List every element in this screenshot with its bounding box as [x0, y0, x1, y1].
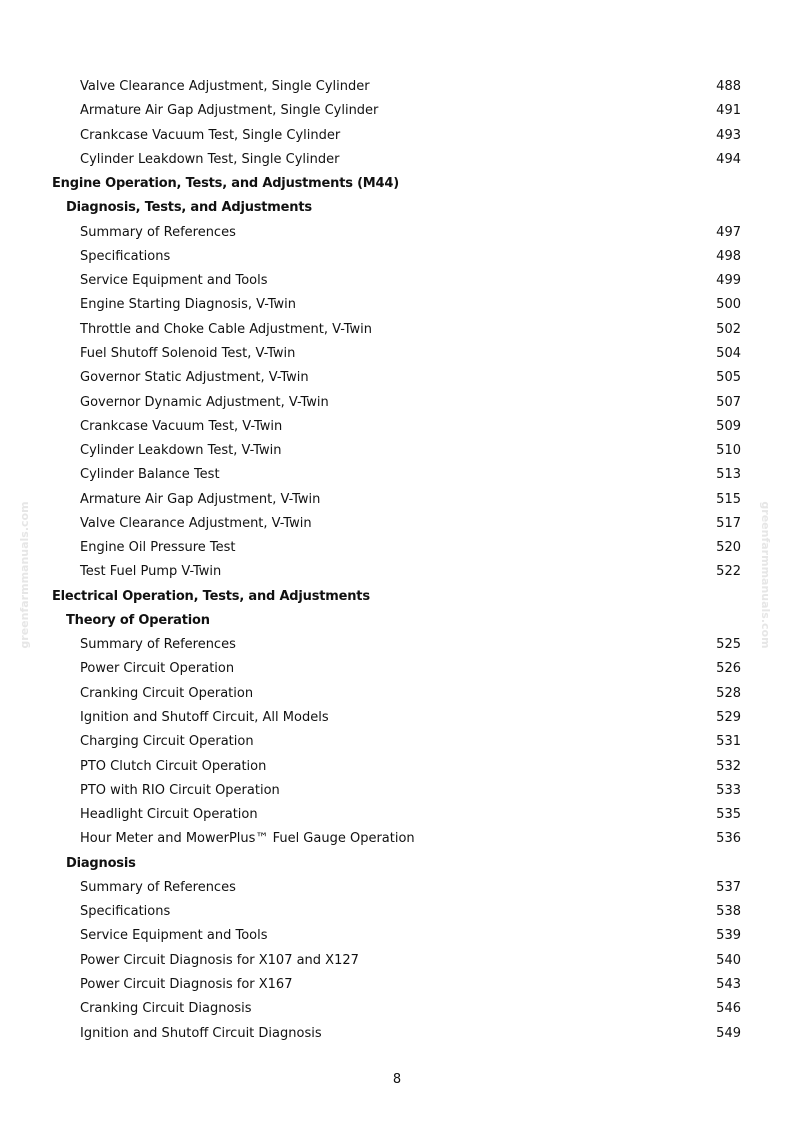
toc-entry-title: Governor Dynamic Adjustment, V-Twin — [80, 394, 329, 410]
watermark-right: greenfarmmanuals.com — [759, 501, 772, 649]
toc-entry-title: Cranking Circuit Diagnosis — [80, 1001, 252, 1017]
toc-entry-title: Theory of Operation — [66, 612, 210, 628]
toc-entry-title: Diagnosis, Tests, and Adjustments — [66, 200, 312, 216]
toc-subsection-heading — [66, 196, 741, 220]
toc-entry-title: Summary of References — [80, 224, 236, 240]
toc-entry — [80, 245, 741, 269]
toc-entry-page-number: 538 — [716, 904, 741, 920]
toc-entry-page-number: 522 — [716, 564, 741, 580]
toc-entry-title: Fuel Shutoff Solenoid Test, V-Twin — [80, 345, 296, 361]
toc-entry — [80, 269, 741, 293]
toc-entry-page-number: 515 — [716, 491, 741, 507]
toc-entry — [80, 99, 741, 123]
toc-entry-page-number: 517 — [716, 515, 741, 531]
toc-entry-title: Cylinder Leakdown Test, Single Cylinder — [80, 151, 340, 167]
toc-section-heading — [52, 585, 741, 609]
toc-entry-title: Summary of References — [80, 879, 236, 895]
toc-entry-page-number: 540 — [716, 952, 741, 968]
toc-entry — [80, 148, 741, 172]
toc-entry — [80, 779, 741, 803]
toc-entry-title: Headlight Circuit Operation — [80, 807, 258, 823]
toc-entry — [80, 124, 741, 148]
toc-entry-title: Hour Meter and MowerPlus™ Fuel Gauge Operation — [80, 831, 415, 847]
toc-entry-page-number: 494 — [716, 151, 741, 167]
toc-entry-title: Valve Clearance Adjustment, Single Cylinder — [80, 79, 370, 94]
toc-entry — [80, 560, 741, 584]
toc-entry-page-number: 529 — [716, 710, 741, 726]
toc-entry-page-number: 499 — [716, 273, 741, 289]
toc-entry — [80, 876, 741, 900]
toc-entry-page-number: 502 — [716, 321, 741, 337]
toc-entry — [80, 1022, 741, 1046]
toc-subsection-heading — [66, 852, 741, 876]
toc-entry — [80, 318, 741, 342]
toc-entry — [80, 488, 741, 512]
toc-entry-title: Cranking Circuit Operation — [80, 685, 254, 701]
toc-entry-title: Cylinder Balance Test — [80, 467, 220, 483]
toc-entry-title: Electrical Operation, Tests, and Adjustments — [52, 588, 370, 604]
toc-entry-title: Power Circuit Diagnosis for X107 and X127 — [80, 952, 359, 968]
toc-entry-page-number: 525 — [716, 637, 741, 653]
toc-entry-title: Engine Oil Pressure Test — [80, 540, 236, 556]
toc-entry-title: Ignition and Shutoff Circuit, All Models — [80, 710, 329, 726]
toc-entry-page-number: 488 — [716, 79, 741, 94]
toc-entry-title: Power Circuit Operation — [80, 661, 235, 677]
toc-entry — [80, 512, 741, 536]
toc-entry-title: Test Fuel Pump V-Twin — [80, 564, 222, 580]
toc-entry — [80, 75, 741, 99]
toc-entry — [80, 293, 741, 317]
toc-entry — [80, 949, 741, 973]
toc-entry-title: Diagnosis — [66, 855, 136, 871]
toc-entry-page-number: 510 — [716, 443, 741, 459]
toc-entry — [80, 924, 741, 948]
toc-entry-page-number: 533 — [716, 782, 741, 798]
toc-entry-title: Governor Static Adjustment, V-Twin — [80, 370, 309, 386]
toc-entry-title: Armature Air Gap Adjustment, V-Twin — [80, 491, 321, 507]
toc-entry-title: PTO with RIO Circuit Operation — [80, 782, 280, 798]
toc-entry-title: Valve Clearance Adjustment, V-Twin — [80, 515, 312, 531]
toc-entry-title: Cylinder Leakdown Test, V-Twin — [80, 443, 282, 459]
toc-entry-page-number: 531 — [716, 734, 741, 750]
toc-entry-title: Service Equipment and Tools — [80, 928, 268, 944]
toc-entry-title: Specifications — [80, 904, 171, 920]
toc-entry-page-number: 513 — [716, 467, 741, 483]
toc-entry-title: Throttle and Choke Cable Adjustment, V-Twin — [80, 321, 373, 337]
toc-entry-title: Charging Circuit Operation — [80, 734, 254, 750]
toc-entry-page-number: 493 — [716, 127, 741, 143]
toc-entry-page-number: 549 — [716, 1025, 741, 1041]
toc-entry-title: Service Equipment and Tools — [80, 273, 268, 289]
toc-entry-page-number: 498 — [716, 248, 741, 264]
toc-entry-page-number: 520 — [716, 540, 741, 556]
toc-entry-page-number: 536 — [716, 831, 741, 847]
toc-entry — [80, 415, 741, 439]
toc-entry — [80, 900, 741, 924]
toc-entry — [80, 342, 741, 366]
toc-entry-title: Crankcase Vacuum Test, V-Twin — [80, 418, 283, 434]
toc-entry — [80, 973, 741, 997]
toc-entry-title: Summary of References — [80, 637, 236, 653]
toc-entry-page-number: 497 — [716, 224, 741, 240]
toc-entry-title: PTO Clutch Circuit Operation — [80, 758, 267, 774]
toc-section-heading — [52, 172, 741, 196]
toc-entry-title: Ignition and Shutoff Circuit Diagnosis — [80, 1025, 322, 1041]
toc-entry-page-number: 546 — [716, 1001, 741, 1017]
toc-entry — [80, 997, 741, 1021]
toc-subsection-heading — [66, 609, 741, 633]
toc-entry — [80, 633, 741, 657]
toc-entry-page-number: 509 — [716, 418, 741, 434]
toc-entry — [80, 730, 741, 754]
toc-entry-page-number: 507 — [716, 394, 741, 410]
toc-entry-title: Power Circuit Diagnosis for X167 — [80, 976, 293, 992]
toc-entry-title: Engine Starting Diagnosis, V-Twin — [80, 297, 297, 313]
toc-entry — [80, 803, 741, 827]
toc-entry-page-number: 526 — [716, 661, 741, 677]
toc-entry-page-number: 543 — [716, 976, 741, 992]
toc-entry — [80, 366, 741, 390]
toc-entry — [80, 827, 741, 851]
toc-entry — [80, 682, 741, 706]
toc-entry-title: Armature Air Gap Adjustment, Single Cylinder — [80, 103, 379, 119]
toc-entry-page-number: 537 — [716, 879, 741, 895]
toc-entry-page-number: 500 — [716, 297, 741, 313]
toc-entry-title: Engine Operation, Tests, and Adjustments (M44) — [52, 176, 399, 192]
toc-entry — [80, 463, 741, 487]
toc-entry — [80, 755, 741, 779]
toc-entry-title: Specifications — [80, 248, 171, 264]
toc-entry — [80, 706, 741, 730]
toc-entry-page-number: 532 — [716, 758, 741, 774]
toc-entry — [80, 439, 741, 463]
page-number: 8 — [392, 1072, 402, 1087]
toc-entry-page-number: 535 — [716, 807, 741, 823]
toc-entry-page-number: 539 — [716, 928, 741, 944]
toc-entry-page-number: 491 — [716, 103, 741, 119]
watermark-left: greenfarmmanuals.com — [18, 501, 31, 649]
toc-entry — [80, 391, 741, 415]
toc-entry — [80, 657, 741, 681]
toc-entry-page-number: 504 — [716, 345, 741, 361]
toc-entry-page-number: 505 — [716, 370, 741, 386]
toc-entry — [80, 536, 741, 560]
toc-entry — [80, 221, 741, 245]
toc-entry-page-number: 528 — [716, 685, 741, 701]
toc-entry-title: Crankcase Vacuum Test, Single Cylinder — [80, 127, 341, 143]
